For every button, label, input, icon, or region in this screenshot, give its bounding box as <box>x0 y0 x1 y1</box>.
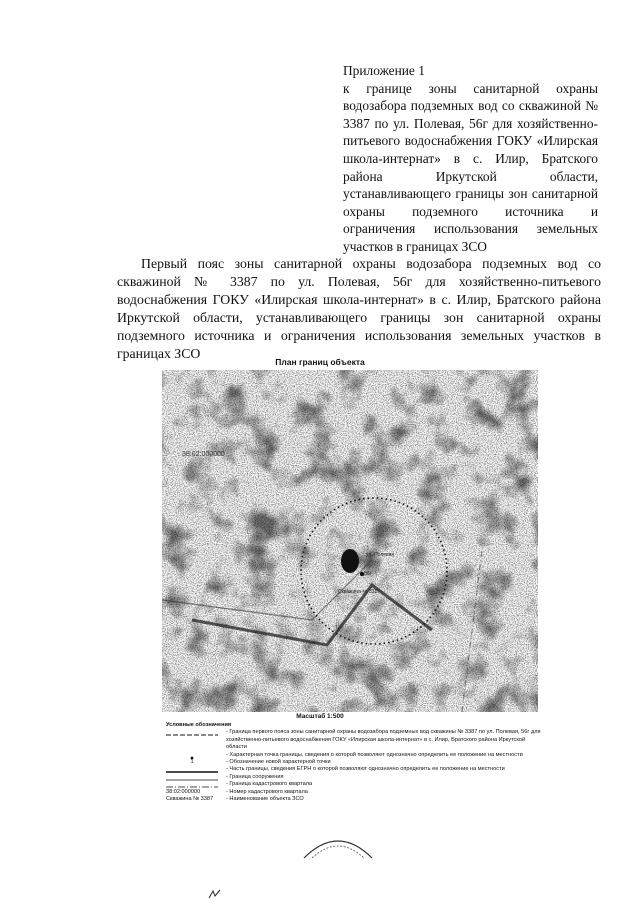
legend-title: Условные обозначения <box>166 722 232 728</box>
legend-item-text: - Характерная точка границы, сведения о которой позволяют однозначно определить ее положение на местности <box>226 751 523 758</box>
well-structure <box>341 549 359 573</box>
legend-item <box>166 789 546 796</box>
legend-item-text: - Номер кадастрового квартала <box>226 788 308 795</box>
scan-noise <box>162 370 538 712</box>
object-name-symbol: Скважина № 3387 <box>166 796 214 803</box>
well-label: Скважина № 3387 <box>338 589 381 595</box>
legend-item <box>166 766 546 773</box>
dash-line-symbol <box>166 732 218 738</box>
appendix-text: к границе зоны санитарной охраны водозабора подземных вод со скважиной № 3387 по ул. Полевая, 56г для хозяйственно-питьевого водоснабжения ГОКУ «Илирская школа-интернат» в с. Илир, Братского района Иркутской области, устанавливающего границы зон санитарной охраны подземного источника и ограничения использования земельных участков в границах ЗСО <box>343 80 598 254</box>
appendix-block <box>343 62 598 256</box>
legend-item <box>166 774 546 781</box>
legend-item-text: - Часть границы, сведения ЕГРН о которой позволяют однозначно определить ее положение на местности <box>226 766 505 773</box>
quarter-number-symbol: 38:02:000000 <box>166 788 201 795</box>
appendix-heading: Приложение 1 <box>343 63 425 78</box>
map-image <box>162 370 538 712</box>
map-drawing <box>162 370 538 712</box>
legend-item-text: - Граница сооружения <box>226 773 284 780</box>
legend-item-text: - Обозначение новой характерной точки <box>226 759 331 766</box>
handwritten-mark <box>208 889 222 899</box>
legend-item-text: - Граница кадастрового квартала <box>226 781 313 788</box>
object-label-b: 56г <box>364 571 372 577</box>
map-title: План границ объекта <box>275 357 365 367</box>
intro-paragraph: Первый пояс зоны санитарной охраны водозабора подземных вод со скважиной № 3387 по ул. Полевая, 56г для хозяйственно-питьевого водоснабжения ГОКУ «Илирская школа-интернат» в с. Илир, Братского района Иркутской области, устанавливающего границы зон санитарной охраны подземного источника и ограничения использования земельных участков в границах ЗСО <box>117 256 601 361</box>
legend-item <box>166 752 546 759</box>
legend-item-text: - Наименование объекта ЗСО <box>226 796 304 803</box>
map-scale: Масштаб 1:500 <box>296 713 344 720</box>
stamp-mark <box>300 830 376 860</box>
legend-item <box>166 781 546 788</box>
legend-item <box>166 729 546 751</box>
object-label-a: ул. Полевая <box>366 552 395 558</box>
legend <box>166 722 546 803</box>
quarter-label: 38:02:000000 <box>182 451 225 458</box>
legend-item-text: - Граница первого пояса зоны санитарной охраны водозабора подземных вод скважины № 3387 по ул. Полевая, 56г для хозяйственно-питьевого водоснабжения ГОКУ «Илирская школа-интернат» в с. Илир, Братского района Иркутской области <box>226 729 541 751</box>
legend-item <box>166 796 546 803</box>
point-number-symbol: 1 <box>190 759 194 766</box>
